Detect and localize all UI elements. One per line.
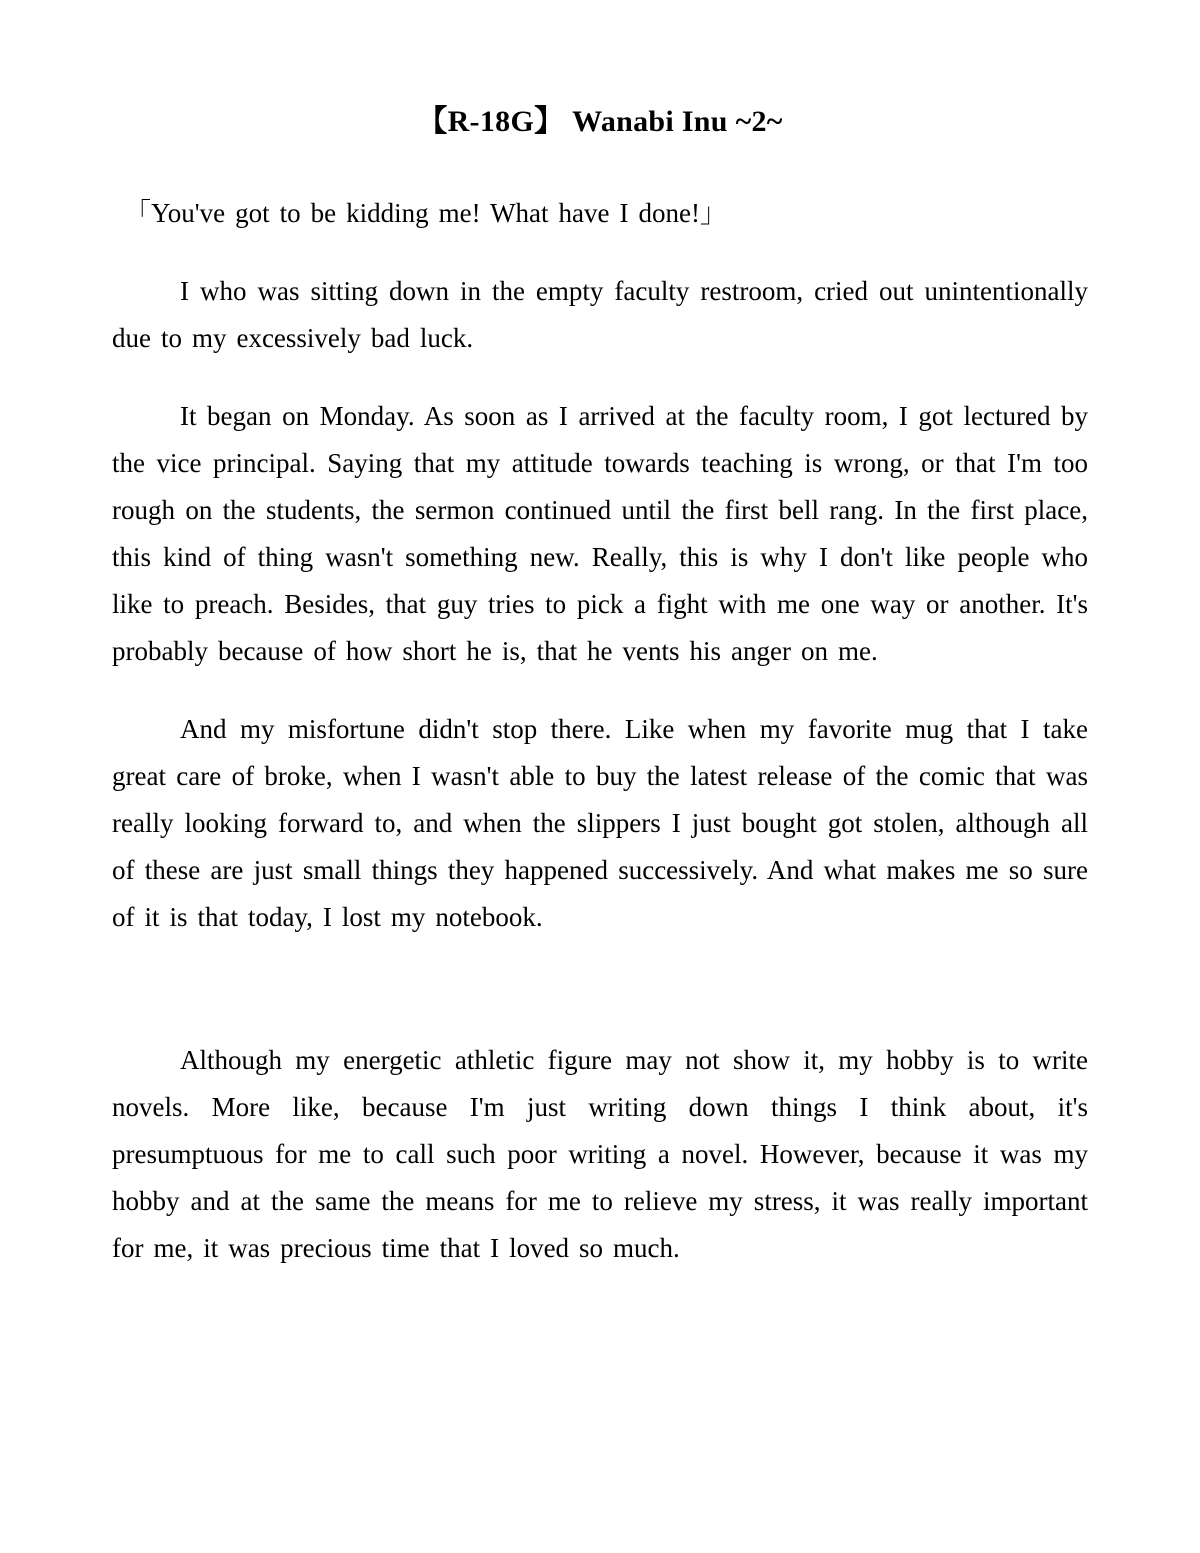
paragraph-1: I who was sitting down in the empty faculty restroom, cried out unintentionally due to my excessively bad luck.	[112, 276, 1088, 353]
paragraph-4: Although my energetic athletic figure may not show it, my hobby is to write novels. More like, because I'm just writing down things I think about, it's presumptuous for me to call such poor writing a novel. However, because it was my hobby and at the same the means for me to relieve my stress, it was really important for me, it was precious time that I loved so much.	[112, 1045, 1088, 1263]
page-title: 【R-18G】 Wanabi Inu ~2~	[417, 105, 783, 138]
paragraph-2: It began on Monday. As soon as I arrived at the faculty room, I got lectured by the vice principal. Saying that my attitude towards teaching is wrong, or that I'm too rough on the students, the sermon continued until the first bell rang. In the first place, this kind of thing wasn't something new. Really, this is why I don't like people who like to preach. Besides, that guy tries to pick a fight with me one way or another. It's probably because of how short he is, that he vents his anger on me.	[112, 401, 1088, 666]
paragraph-3: And my misfortune didn't stop there. Like when my favorite mug that I take great care of broke, when I wasn't able to buy the latest release of the comic that was really looking forward to, and when the slippers I just bought got stolen, although all of these are just small things they happened successively. And what makes me so sure of it is that today, I lost my notebook.	[112, 714, 1088, 932]
dialogue-line: 「You've got to be kidding me! What have I done!」	[124, 198, 727, 228]
